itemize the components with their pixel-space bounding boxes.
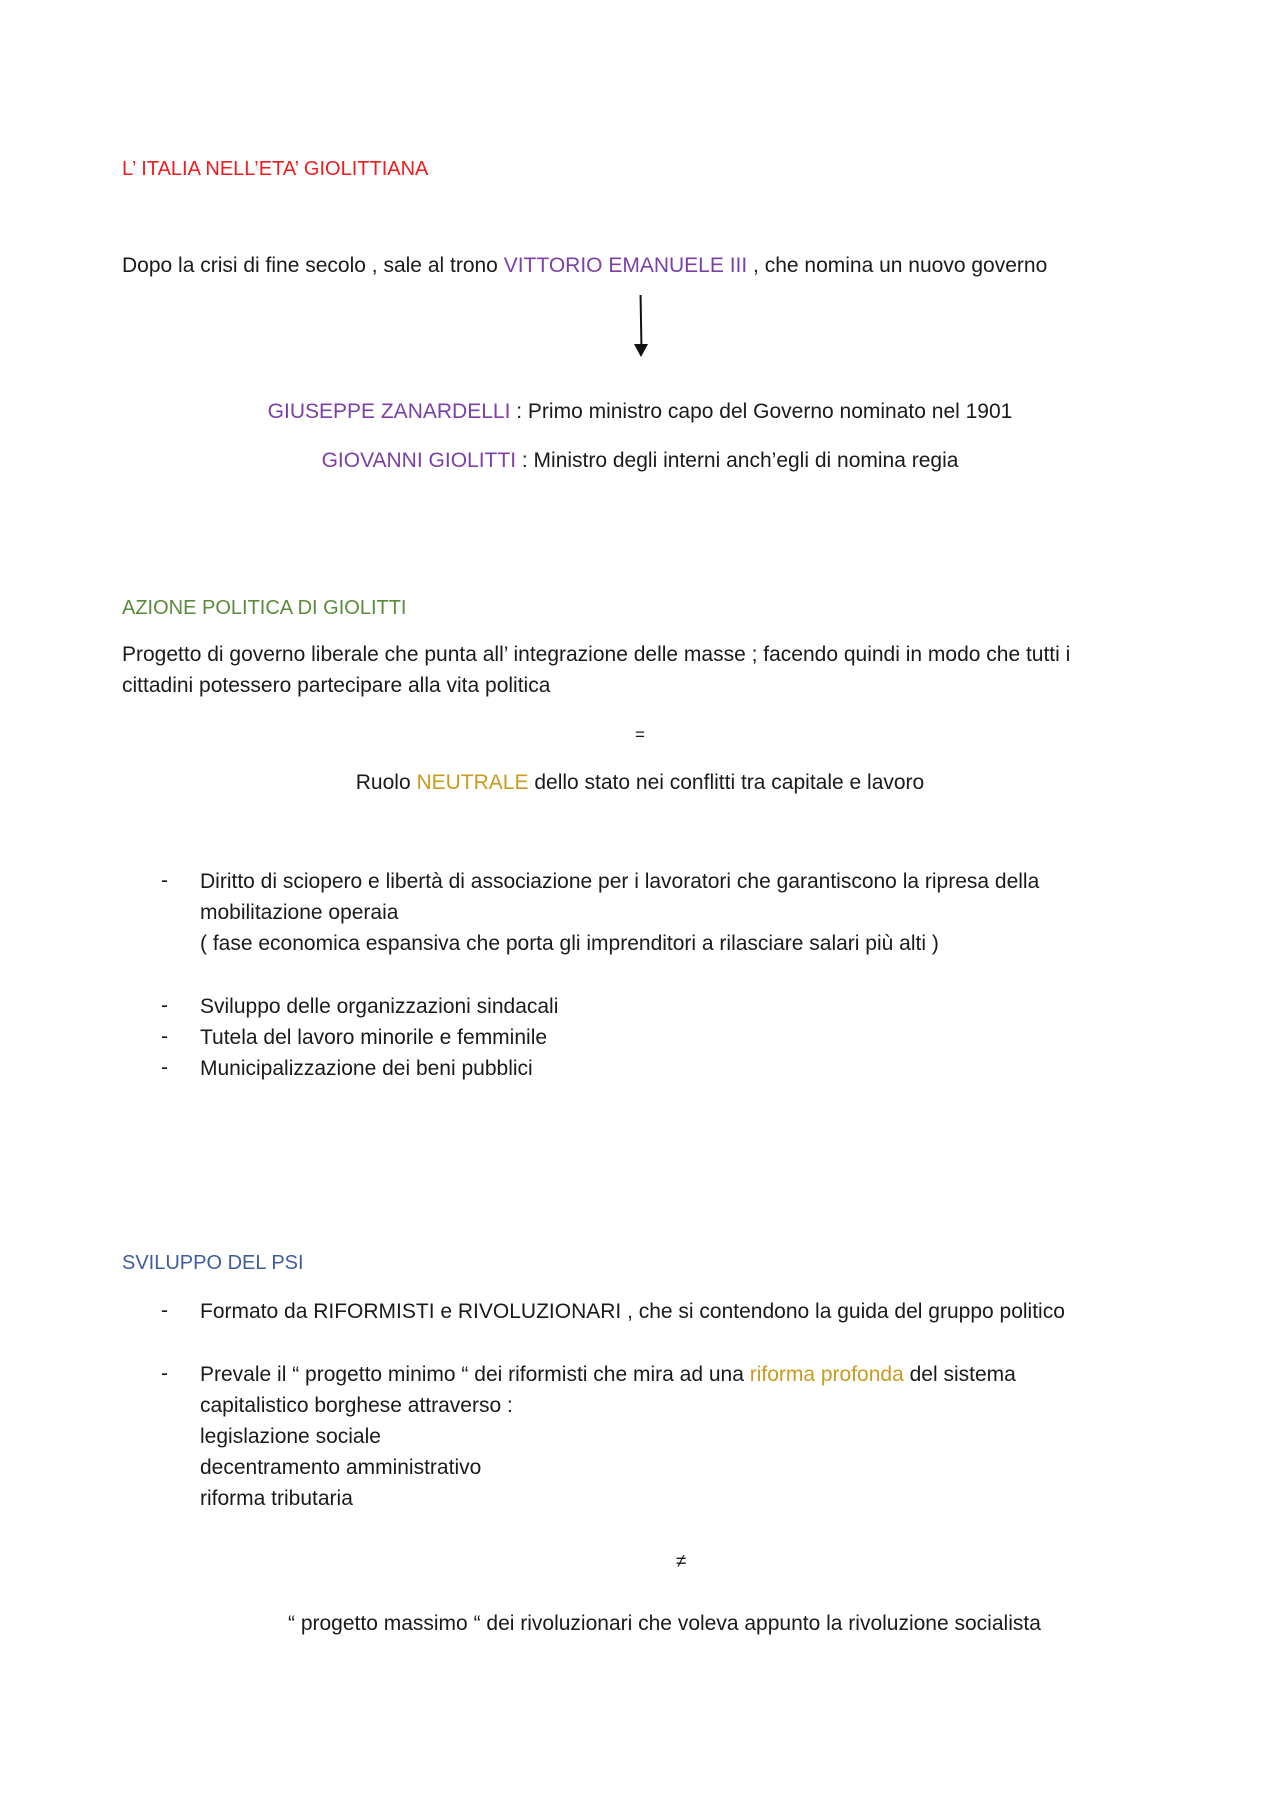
bullet-text-riforma bbox=[200, 1359, 1016, 1390]
bullet-dash: - bbox=[161, 1025, 168, 1048]
bullet-dash: - bbox=[161, 994, 168, 1017]
bullet-text: Formato da RIFORMISTI e RIVOLUZIONARI , che si contendono la guida del gruppo politico bbox=[200, 1300, 1065, 1323]
bullet-after: del sistema bbox=[903, 1363, 1016, 1386]
bullet-text: Municipalizzazione dei beni pubblici bbox=[200, 1057, 533, 1080]
section-heading-psi: SVILUPPO DEL PSI bbox=[122, 1252, 304, 1274]
bullet-dash: - bbox=[161, 1299, 168, 1322]
bullet-text: Sviluppo delle organizzazioni sindacali bbox=[200, 995, 559, 1018]
intro-before: Dopo la crisi di fine secolo , sale al trono bbox=[122, 254, 504, 277]
intro-line bbox=[122, 251, 1047, 281]
bullet-text: Diritto di sciopero e libertà di associazione per i lavoratori che garantiscono la ripresa della bbox=[200, 870, 1040, 893]
role-key: NEUTRALE bbox=[416, 771, 529, 794]
minister-name: GIOVANNI GIOLITTI bbox=[321, 449, 517, 472]
minister-zanardelli bbox=[0, 397, 1280, 427]
sub-item: riforma tributaria bbox=[200, 1487, 353, 1510]
role-after: dello stato nei conflitti tra capitale e lavoro bbox=[528, 771, 925, 794]
riforma-key: riforma profonda bbox=[749, 1363, 904, 1386]
bullet-text: Tutela del lavoro minorile e femminile bbox=[200, 1026, 548, 1049]
arrow-head-icon bbox=[634, 344, 648, 357]
intro-after: , che nomina un nuovo governo bbox=[747, 254, 1048, 277]
minister-giolitti bbox=[0, 446, 1280, 476]
paragraph-line-2: cittadini potessero partecipare alla vita politica bbox=[122, 674, 551, 697]
minister-name: GIUSEPPE ZANARDELLI bbox=[267, 400, 511, 423]
sub-item: decentramento amministrativo bbox=[200, 1456, 482, 1479]
sub-item: legislazione sociale bbox=[200, 1425, 381, 1448]
section-heading-azione: AZIONE POLITICA DI GIOLITTI bbox=[122, 597, 407, 619]
equals-sign: = bbox=[635, 725, 645, 744]
bullet-dash: - bbox=[161, 1056, 168, 1079]
down-arrow-icon bbox=[640, 295, 642, 347]
not-equal-sign: ≠ bbox=[676, 1551, 687, 1572]
role-before: Ruolo bbox=[355, 771, 417, 794]
bullet-text: mobilitazione operaia bbox=[200, 901, 399, 924]
minister-desc: : Primo ministro capo del Governo nominato nel 1901 bbox=[510, 400, 1013, 423]
bullet-dash: - bbox=[161, 1362, 168, 1385]
bullet-text: capitalistico borghese attraverso : bbox=[200, 1394, 513, 1417]
role-line bbox=[0, 768, 1280, 798]
progetto-massimo: “ progetto massimo “ dei rivoluzionari che voleva appunto la rivoluzione socialista bbox=[288, 1612, 1041, 1635]
bullet-before: Prevale il “ progetto minimo “ dei riformisti che mira ad una bbox=[200, 1363, 750, 1386]
bullet-text: ( fase economica espansiva che porta gli imprenditori a rilasciare salari più alti ) bbox=[200, 932, 939, 955]
king-name: VITTORIO EMANUELE III bbox=[503, 254, 748, 277]
paragraph-line-1: Progetto di governo liberale che punta all’ integrazione delle masse ; facendo quindi in modo che tutti i bbox=[122, 643, 1071, 666]
bullet-dash: - bbox=[161, 869, 168, 892]
minister-desc: : Ministro degli interni anch’egli di nomina regia bbox=[516, 449, 959, 472]
page-title: L’ ITALIA NELL’ETA’ GIOLITTIANA bbox=[122, 158, 429, 180]
